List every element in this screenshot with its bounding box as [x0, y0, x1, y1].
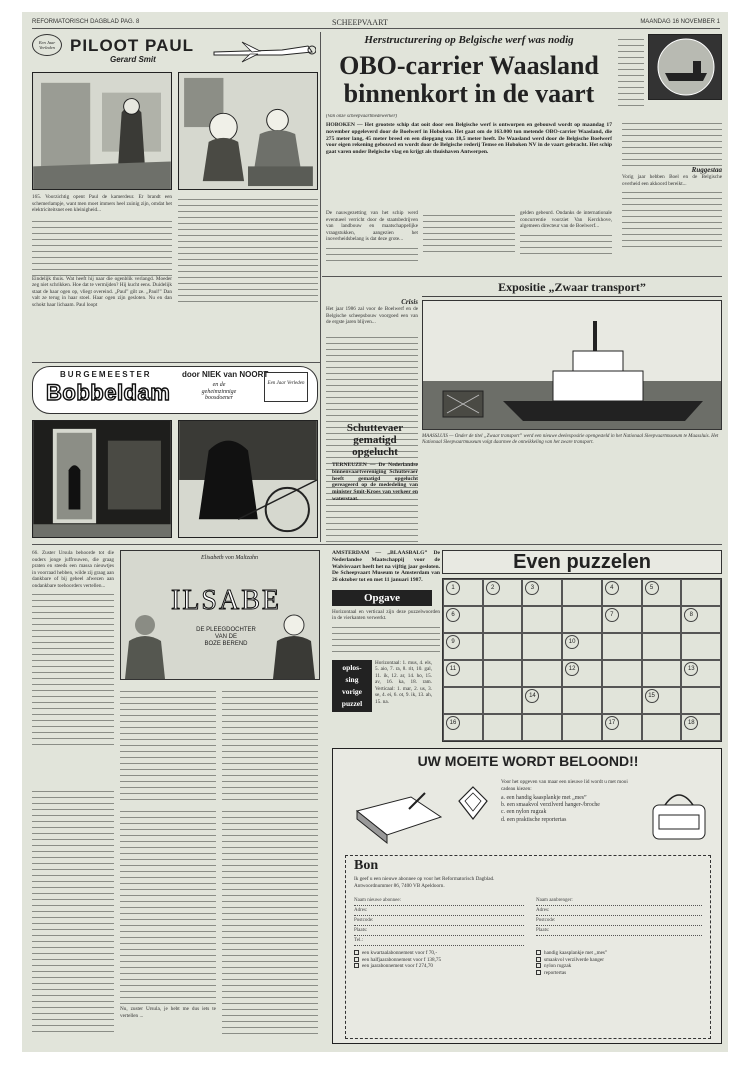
crossword-cell	[483, 687, 523, 714]
ursula-text-start: 66. Zuster Ursula behoorde tot die ouders jonge juffrouwen, die graag praten en steeds een massa nieuwtjes in voorraad hebben, wilde zij graag aan dankbare of bij geheel afwezen aan ondankbare toehoorders vertellen...	[32, 550, 114, 589]
crossword-cell	[562, 687, 602, 714]
text-filler	[423, 210, 515, 256]
ruggestaa-subhead: Ruggestaa	[691, 166, 722, 174]
contest-box	[332, 748, 722, 1044]
banner-sub1: en de	[212, 382, 226, 388]
crossword-cell	[602, 714, 642, 741]
text-filler	[32, 589, 114, 749]
schuttevaer-lead: TERNEUZEN — De Nederlandse binnenvaartvereniging Schuttevaer heeft gematigd opgelucht gereageerd op de mededeling van minister Smit-Kroes van verkeer en waterstaat.	[332, 462, 418, 502]
text-filler	[32, 216, 172, 276]
option-label: een jaarabonnement voor f 274,70	[362, 963, 434, 969]
cell-number: 10	[565, 635, 579, 649]
crossword-cell	[681, 579, 721, 606]
checkbox[interactable]	[354, 963, 359, 968]
blaasbalg-article	[332, 550, 440, 742]
banner-pre: BURGEMEESTER	[60, 370, 152, 379]
section-divider	[32, 362, 320, 363]
newspaper-page	[22, 12, 728, 1052]
crossword-cell	[522, 633, 562, 660]
crossword-cell	[443, 579, 483, 606]
cell-number: 16	[446, 716, 460, 730]
oplossing-word: oplos-	[342, 662, 362, 672]
page-header	[32, 18, 720, 29]
cell-number: 15	[645, 689, 659, 703]
cell-number: 8	[684, 608, 698, 622]
subscription-option[interactable]	[354, 963, 524, 970]
crossword-cell	[562, 579, 602, 606]
ilsabe-author: Elisabeth von Maltzahn	[201, 555, 258, 561]
cell-number: 6	[446, 608, 460, 622]
ursula-text-col	[222, 806, 318, 1036]
form-field[interactable]: Naam nieuwe abonnee:	[354, 896, 524, 906]
column-divider	[320, 32, 321, 542]
ursula-text-end: Nu, zuster Ursula, je hebt me dus iets te vertellen ...	[120, 1006, 216, 1019]
cell-number: 4	[605, 581, 619, 595]
crossword-cell	[483, 579, 523, 606]
cell-number: 9	[446, 635, 460, 649]
form-field[interactable]: Postcode:	[354, 916, 524, 926]
crossword-cell	[642, 579, 682, 606]
cell-number: 3	[525, 581, 539, 595]
banner-sub2: geheimzinnige	[201, 388, 237, 395]
crossword-cell	[483, 660, 523, 687]
comic-title: PILOOT PAUL	[70, 36, 195, 55]
crossword-cell	[642, 687, 682, 714]
form-field[interactable]: Adres:	[536, 906, 702, 916]
oplossing-text: Horizontaal: 1. mus, 4. els, 5. aio, 7. ra, 8. rit, 10. gal, 11. ik, 12. ar, 14. ho, 15. av, 16. ka, 18. ram. Verticaal: 1. mar, 2. us, 3. se, 4. ei, 6. ot, 9. ik, 13. ah, 15. na.	[375, 659, 432, 705]
crossword-cell	[602, 579, 642, 606]
bon-intro: Ik geef u een nieuwe abonnee op voor het Reformatorisch Dagblad. Antwoordnummer 86, 7400 VB Apeldoorn.	[354, 876, 495, 889]
article-right-text: gelden gebeurd. Ondanks de internationale concurrentie voorziet Van Kerckhove, algemeen directeur van de Boelwerf...	[520, 210, 612, 229]
form-field[interactable]: Naam aanbrenger:	[536, 896, 702, 906]
crossword-cell	[602, 687, 642, 714]
checkbox[interactable]	[536, 963, 541, 968]
reporter-bag-icon	[647, 785, 711, 845]
crossword-cell	[642, 660, 682, 687]
crossword-cell	[443, 633, 483, 660]
comic-text-1	[32, 194, 172, 354]
pendant-icon	[453, 783, 493, 823]
ship-emblem-image	[648, 34, 722, 100]
ilsabe-title: ILSABE	[171, 585, 281, 616]
form-field[interactable]: Plaats:	[354, 926, 524, 936]
ursula-text-col	[32, 786, 114, 1036]
comic-panel-1	[32, 72, 172, 190]
article-body-text: De nauwgezetting van het schip werd eventueel verricht door de staatsbedrijven van landbouw en maatschappelijke vraagstukken, aangezien het inoverheidsbelang is dat deze grote...	[326, 210, 418, 242]
crossword-cell	[562, 633, 602, 660]
blaasbalg-text: AMSTERDAM — „BLAASBALG” De Nederlandse Maatschappij voor de Walvisvaart heeft het na vijftig jaar gesloten. De Scheepvaart Museum te Amsterdam van 26 oktober tot en met 11 januari 1987.	[332, 550, 440, 584]
tugboat-photo	[422, 300, 722, 430]
contest-option: a. een handig kaasplankje met „mes”	[501, 795, 587, 801]
contest-option: b. een smaakvol verzilverd hanger-/broche	[501, 802, 600, 809]
article-lead: HOBOKEN — Het grootste schip dat ooit door een Belgische werf is ontworpen en gebouwd wordt op maandag 17 november opgeleverd door de Boelwerf in Hoboken. Het gaat om de 163.000 ton metende OBO-carrier Waasland, die 275 meter lang, 45 meter breed en een diepgang van 18,5 meter heeft. De Waasland werd door de Belgische Boelwerf voor eigen rekening gebouwd en wordt door de Belgische rederij Temse en Hoboken NV in de vaart gebracht. Het schip gaat varen onder Belgische vlag en krijgt als thuishaven Antwerpen.	[326, 122, 612, 156]
crossword-cell	[562, 660, 602, 687]
ruggestaa-text: Vorig jaar hebben Boel en de Belgische overheid een akkoord bereikt...	[622, 174, 722, 187]
gift-option[interactable]	[536, 970, 702, 977]
article-headline-2: binnenkort in de vaart	[343, 79, 595, 108]
text-filler	[622, 118, 722, 166]
text-filler	[622, 187, 722, 247]
text-filler	[332, 622, 440, 656]
opgave-heading: Opgave	[332, 590, 432, 606]
crossword-cell	[602, 606, 642, 633]
figure-illustration	[271, 611, 317, 679]
ilsabe-sub1: DE PLEEGDOCHTER	[196, 627, 256, 633]
section-name: SCHEEPVAART	[332, 18, 388, 27]
schuttevaer-title-3: opgelucht	[352, 446, 398, 458]
order-form	[345, 855, 711, 1039]
crossword-cell	[443, 606, 483, 633]
article-kicker: Herstructurering op Belgische werf was nodig	[364, 34, 574, 46]
crossword-cell	[443, 660, 483, 687]
crossword-cell	[642, 633, 682, 660]
figure-illustration	[125, 611, 165, 679]
crossword-cell	[522, 660, 562, 687]
banner-badge: Een Jaar Verleden	[264, 372, 308, 402]
option-label: reportertas	[544, 969, 567, 976]
schuttevaer-title-1: Schuttevaer	[346, 422, 404, 434]
comic-author: Gerard Smit	[110, 55, 156, 64]
banner-sub3: boosdoener	[205, 395, 233, 401]
cell-number: 14	[525, 689, 539, 703]
crossword-cell	[681, 633, 721, 660]
checkbox[interactable]	[354, 950, 359, 955]
crossword-cell	[562, 606, 602, 633]
contest-title: UW MOEITE WORDT BELOOND!!	[417, 753, 639, 769]
form-field[interactable]: Tel.:	[354, 936, 524, 946]
contest-option: c. een nylon rugzak	[501, 809, 547, 816]
ilsabe-sub2: VAN DE	[215, 634, 237, 640]
article-headline-1: OBO-carrier Waasland	[339, 51, 599, 80]
crossword-cell	[483, 714, 523, 741]
option-label: een kwartaalabonnement voor f 70,-	[362, 950, 438, 956]
crossword-cell	[642, 714, 682, 741]
crossword-cell	[681, 606, 721, 633]
contest-option: d. een praktische reportertas	[501, 816, 567, 823]
text-filler	[618, 34, 644, 108]
ursula-text-col	[222, 686, 318, 800]
expositie-section	[422, 280, 722, 542]
schuttevaer-title-2: gematigd	[353, 434, 397, 446]
crossword-cell	[681, 714, 721, 741]
comic-panel-3	[32, 420, 172, 538]
comic-badge: Een Jaar Verleden	[32, 34, 62, 56]
crossword-cell	[522, 714, 562, 741]
crossword-cell	[642, 606, 682, 633]
referrer-fields	[536, 896, 702, 976]
checkbox[interactable]	[536, 950, 541, 955]
oplossing-box	[332, 660, 440, 712]
crossword-cell	[443, 687, 483, 714]
cell-number: 17	[605, 716, 619, 730]
cell-number: 7	[605, 608, 619, 622]
subscription-options	[354, 950, 524, 970]
crossword-cell	[522, 687, 562, 714]
article-byline: (Van onze scheepvaartmedewerker)	[326, 114, 398, 119]
crossword-cell	[483, 606, 523, 633]
crossword-cell	[562, 714, 602, 741]
ilsabe-sub3: BOZE BEREND	[204, 641, 248, 647]
article-photo-frame	[618, 34, 722, 114]
banner-by: door NIEK van NOORT	[182, 370, 269, 379]
paper-name: REFORMATORISCH DAGBLAD PAG. 8	[32, 19, 140, 25]
contest-intro: Voor het opgeven van maar een nieuwe lid wordt u met mooi cadeau kiezen:	[501, 779, 628, 792]
cell-number: 11	[446, 662, 460, 676]
cell-number: 13	[684, 662, 698, 676]
ursula-text-col	[32, 550, 114, 780]
crossword-cell	[483, 633, 523, 660]
ursula-story	[32, 550, 322, 1044]
oplossing-word: puzzel	[341, 698, 363, 708]
comic-text-2	[178, 194, 318, 304]
checkbox[interactable]	[536, 970, 541, 975]
schuttevaer-article	[332, 422, 418, 544]
checkbox[interactable]	[536, 957, 541, 962]
option-label: handig kaasplankje met „mes”	[544, 950, 608, 956]
bon-title: Bon	[354, 858, 379, 873]
crossword-cell	[681, 660, 721, 687]
cell-number: 1	[446, 581, 460, 595]
comic-panel-2	[178, 72, 318, 190]
text-filler	[120, 806, 216, 1006]
subscriber-fields	[354, 896, 524, 970]
oplossing-label	[332, 660, 372, 712]
cell-number: 12	[565, 662, 579, 676]
crossword-cell	[602, 633, 642, 660]
form-field[interactable]: Postcode:	[536, 916, 702, 926]
crisis-text: Het jaar 1986 zal voor de Boelwerf en de Belgische scheepsbouw voorgoed een van de ergste jaren blijven...	[326, 306, 418, 325]
gift-options	[536, 950, 702, 976]
banner-sub	[194, 382, 244, 402]
bobbeldam-comic	[32, 366, 318, 542]
piloot-paul-comic	[32, 34, 318, 360]
expositie-title: Expositie „Zwaar transport”	[422, 280, 722, 297]
contest-options	[501, 779, 641, 824]
ursula-text-col	[120, 806, 216, 1036]
crossword-cell	[522, 606, 562, 633]
crossword-cell	[681, 687, 721, 714]
airplane-icon	[212, 38, 316, 64]
crisis-subhead: Crisis	[401, 298, 418, 306]
crossword-cell	[522, 579, 562, 606]
comic-text-end: Eindelijk thuis. Wat heeft hij naar die ogenblik verlangd. Moeder zeg niet schrikken. Hoe dat te vermijden? Hij kucht eens. Duidelijk staat de haar ogen op, vliegt overeind. „Paul” gilt ze. „Paul!” Dan valt ze terug in haar stoel. Haar ogen zijn gesloten. Nu en dan schokt haar lichaam. Paul loopt	[32, 275, 172, 308]
checkbox[interactable]	[354, 957, 359, 962]
cheeseboard-icon	[351, 781, 447, 851]
page-date: MAANDAG 16 NOVEMBER 1	[640, 19, 720, 25]
puzzel-title: Even puzzelen	[442, 550, 722, 574]
cell-number: 18	[684, 716, 698, 730]
option-label: smaakvol verzilverde hanger	[544, 956, 604, 963]
option-label: nylon rugzak	[544, 963, 572, 969]
comic-panel-4	[178, 420, 318, 538]
ilsabe-banner	[120, 550, 320, 680]
banner-title: Bobbeldam	[46, 380, 171, 405]
crossword-grid	[442, 578, 722, 742]
text-filler	[520, 230, 612, 254]
form-field[interactable]: Adres:	[354, 906, 524, 916]
expositie-caption: MAASSLUIS — Onder de titel „Zwaar transport” werd een nieuwe deelexpositie opengesteld in het Nationaal Sleepvaartmuseum te Maassluis. Het Nationaal Sleepvaartmuseum volgt daarmee de ontwikkeling van het zware transport.	[422, 434, 719, 445]
ursula-text-col	[120, 686, 216, 800]
crossword-cell	[602, 660, 642, 687]
form-field[interactable]: Plaats:	[536, 926, 702, 936]
article-right-col	[622, 118, 722, 272]
option-label: een halfjaarabonnement voor f 138,75	[362, 956, 442, 963]
oplossing-word: sing	[345, 674, 359, 684]
article-header	[326, 34, 612, 124]
cell-number: 5	[645, 581, 659, 595]
comic-text-start: 165. Voorzichtig opent Paul de kamerdeur. Er brandt een schemerlampje, want men moet immers heel zuinig zijn, omdat het elektriciteitsnet een kleinigheid...	[32, 194, 172, 213]
crossword-cell	[443, 714, 483, 741]
oplossing-word: vorige	[342, 686, 362, 696]
opgave-text: Horizontaal en verticaal zijn deze puzzelwoorden in de vierkanten verwerkt.	[332, 608, 440, 622]
cell-number: 2	[486, 581, 500, 595]
